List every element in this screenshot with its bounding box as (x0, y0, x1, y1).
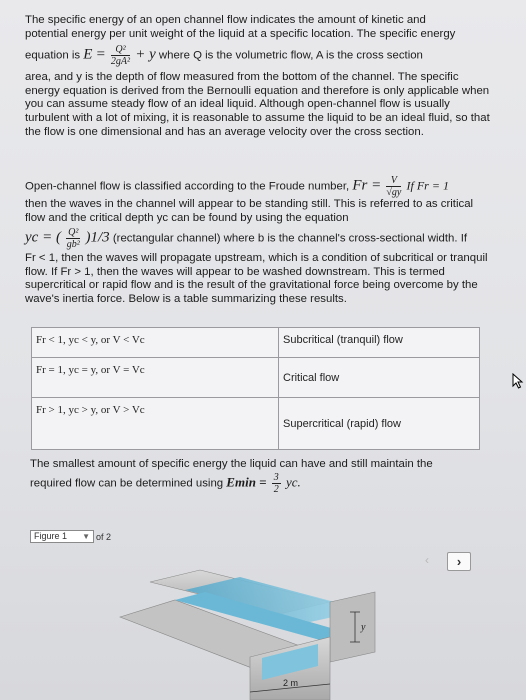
figure-selector-bar (30, 530, 111, 543)
figure-count: of 2 (96, 531, 112, 542)
yc-eq-left: yc = ( (25, 229, 61, 246)
yc-numerator: Q² (68, 227, 79, 239)
row-flow-type: Supercritical (rapid) flow (279, 398, 480, 450)
figure-select-value: Figure 1 (34, 531, 68, 541)
next-figure-button[interactable]: › (447, 552, 471, 571)
eq-prefix: equation is (25, 49, 81, 62)
intro-rest: area, and y is the depth of flow measured from the bottom of the channel. The specific energy equation is derived from the Bernoulli equation and therefore is only applicable when you can assume steady flow of an ideal liquid. Although open-channel flow is usually turbulent with a lot of mixing, it is reasonable to assume the liquid to be an ideal fluid, so that the flow is one dimensional and has an average velocity over the cross section. (25, 71, 490, 138)
energy-fraction-numerator: Q² (111, 44, 130, 56)
channel-figure (0, 562, 526, 700)
width-label: 2 m (283, 678, 299, 688)
figure-select[interactable] (30, 530, 94, 543)
table-row (32, 398, 480, 450)
chevron-down-icon: ▼ (82, 532, 90, 541)
row-condition: Fr = 1, yc = y, or V = Vc (32, 358, 279, 398)
footer-line-2 (30, 472, 470, 495)
yc-equation-line (25, 227, 495, 250)
row-flow-type: Subcritical (tranquil) flow (279, 328, 480, 358)
froude-fraction (386, 175, 401, 198)
footer-prefix: required flow can be determined using (30, 477, 224, 490)
mouse-cursor-icon (512, 373, 526, 389)
froude-line (25, 175, 495, 198)
previous-figure-button[interactable]: ‹ (425, 553, 429, 567)
froude-fr: Fr = (352, 177, 382, 194)
yc-fraction (66, 227, 80, 250)
eq-equals: = (95, 46, 106, 63)
yc-denominator: gb² (66, 239, 80, 251)
depth-label: y (361, 622, 366, 633)
intro-line-2: potential energy per unit weight of the liquid at a specific location. The specific energy (25, 27, 456, 40)
froude-text-1: then the waves in the channel will appear to be standing still. This is referred to as critical flow and the critical depth yc can be found by using the equation (25, 198, 474, 224)
eq-where: where Q is the volumetric flow, A is the cross section (158, 49, 423, 62)
froude-paragraph (25, 175, 495, 307)
froude-numerator: V (386, 175, 401, 187)
row-condition: Fr < 1, yc < y, or V < Vc (32, 328, 279, 358)
emin-denominator: 2 (273, 483, 279, 495)
table-row (32, 358, 480, 398)
flow-summary-table (31, 327, 480, 450)
channel-right-wall (330, 592, 375, 662)
froude-denominator: √gy (386, 187, 402, 198)
energy-equation-line (25, 44, 495, 67)
eq-E: E (83, 46, 93, 63)
intro-paragraph (25, 14, 495, 139)
froude-text-2: Fr < 1, then the waves will propagate upstream, which is a condition of subcritical or tranquil flow. If Fr > 1, then the waves will appear to be washed downstream. This is termed supercritical or rapid flow and is the result of the gravitational force being overcome by the wave's inertia force. Below is a table summarizing these results. (25, 252, 488, 305)
emin-label: Emin = (226, 474, 267, 490)
froude-prefix: Open-channel flow is classified according to the Froude number, (25, 180, 350, 193)
intro-line-1: The specific energy of an open channel flow indicates the amount of kinetic and (25, 14, 426, 26)
emin-yc: yc. (285, 474, 301, 490)
row-condition: Fr > 1, yc > y, or V > Vc (32, 398, 279, 450)
emin-fraction (272, 472, 281, 495)
energy-fraction (111, 44, 130, 67)
emin-numerator: 3 (273, 471, 279, 483)
yc-eq-right: )1/3 (85, 229, 110, 246)
energy-fraction-denominator: 2gA² (110, 56, 131, 68)
yc-desc: (rectangular channel) where b is the channel's cross-sectional width. If (112, 232, 468, 245)
footer-line-1: The smallest amount of specific energy the liquid can have and still maintain the (30, 458, 433, 470)
eq-plus-y: + y (135, 46, 156, 63)
footer-paragraph (30, 458, 470, 495)
table-row (32, 328, 480, 358)
row-flow-type: Critical flow (279, 358, 480, 398)
froude-condition: If Fr = 1 (406, 178, 449, 193)
